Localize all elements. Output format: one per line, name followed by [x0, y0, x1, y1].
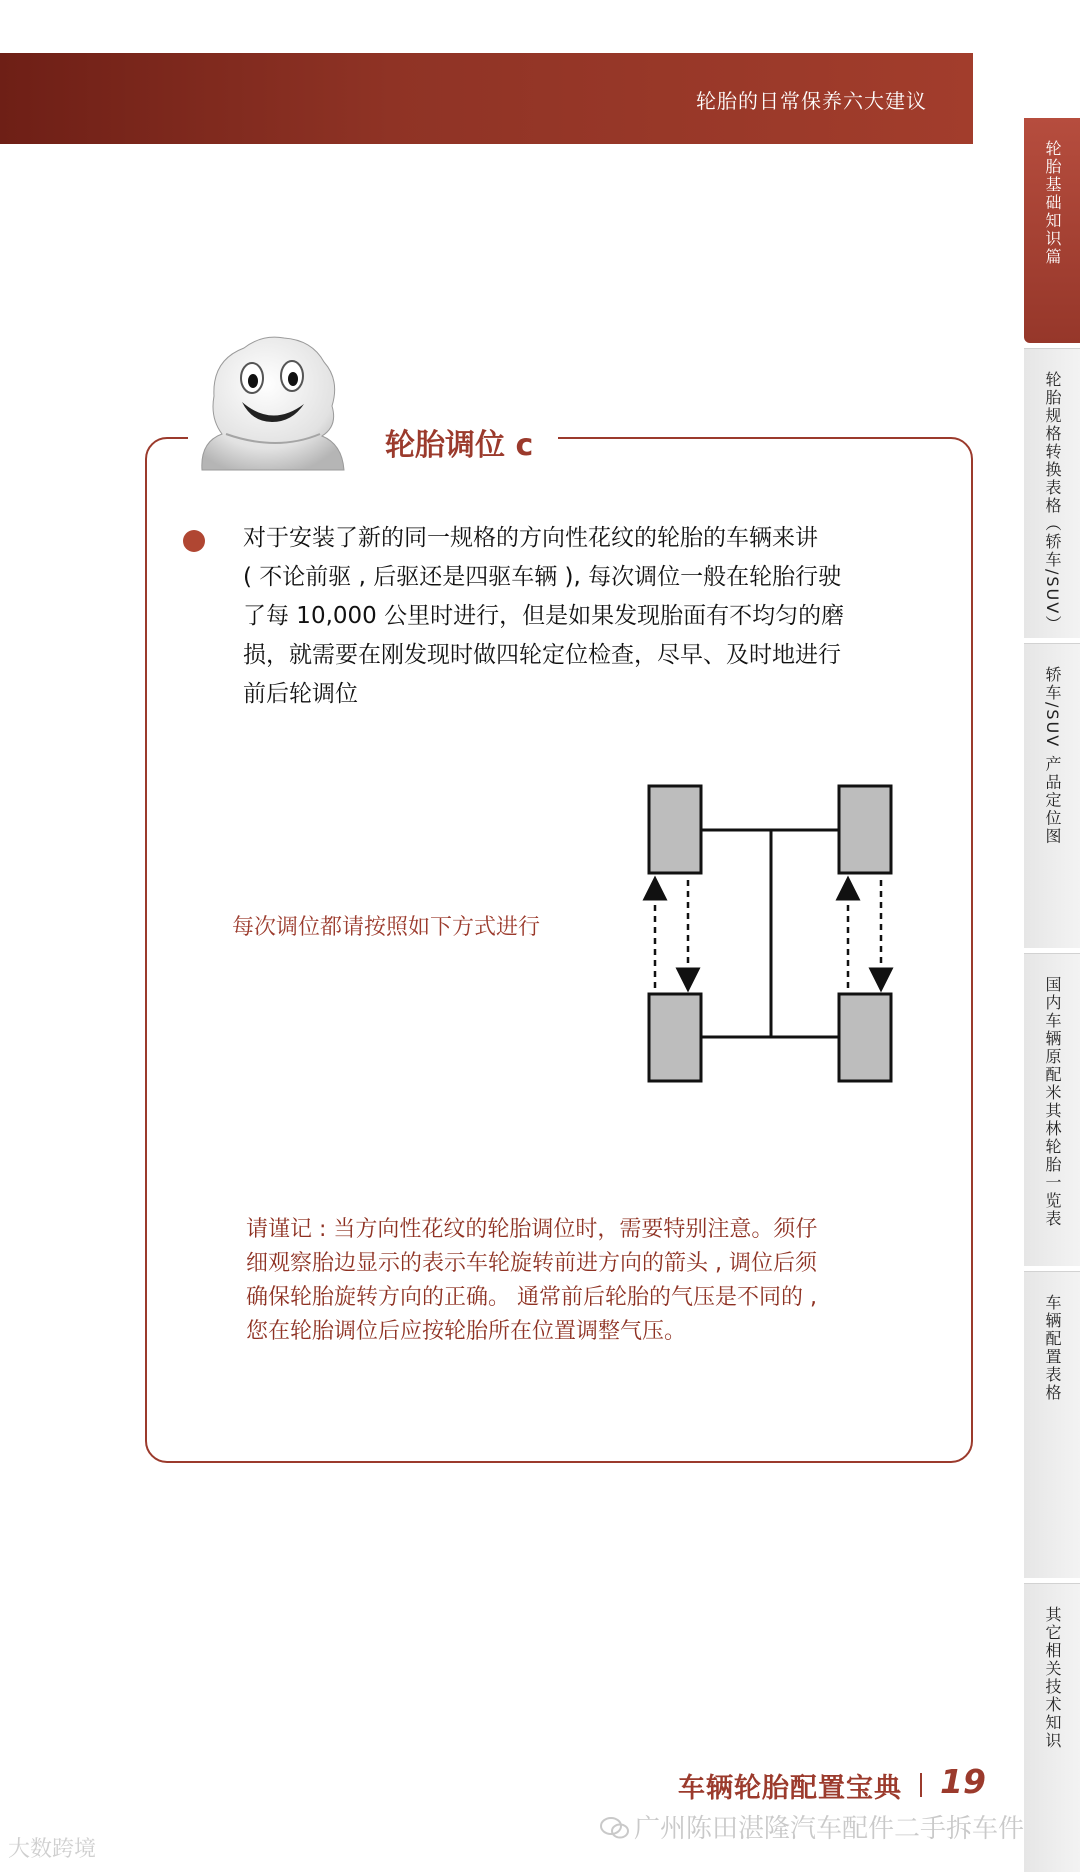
- tire-front-left: [649, 786, 701, 873]
- tab-tire-basics[interactable]: [1024, 118, 1080, 343]
- header-title: 轮胎的日常保养六大建议: [696, 89, 927, 113]
- wechat-icon: [600, 1816, 630, 1840]
- tab-label: 其它相关技术知识: [1043, 1606, 1062, 1750]
- tab-label: 车辆配置表格: [1043, 1294, 1062, 1402]
- rotation-diagram: [640, 780, 900, 1100]
- body-line: ( 不论前驱 , 后驱还是四驱车辆 ), 每次调位一般在轮胎行驶: [243, 564, 842, 590]
- footer-separator: [920, 1773, 922, 1797]
- note-line: 您在轮胎调位后应按轮胎所在位置调整气压。: [246, 1319, 687, 1344]
- tab-label: 轮胎基础知识篇: [1043, 140, 1062, 266]
- mascot-icon: [192, 330, 362, 475]
- tab-other-tech[interactable]: [1024, 1583, 1080, 1872]
- page-number: 19: [940, 1762, 986, 1801]
- tire-rear-right: [839, 994, 891, 1081]
- watermark-right: [600, 1808, 1024, 1845]
- body-line: 了每 10,000 公里时进行，但是如果发现胎面有不均匀的磨: [243, 603, 845, 629]
- tab-size-conversion[interactable]: [1024, 348, 1080, 638]
- body-line: 损，就需要在刚发现时做四轮定位检查，尽早、及时地进行: [243, 642, 841, 668]
- tab-label: 国内车辆原配米其林轮胎一览表: [1043, 976, 1062, 1228]
- tab-label: 轮胎规格转换表格（轿车/SUV）: [1043, 371, 1062, 634]
- bullet-icon: [183, 530, 205, 552]
- note-line: 细观察胎边显示的表示车轮旋转前进方向的箭头 , 调位后须: [246, 1251, 817, 1276]
- header-band: [0, 53, 973, 144]
- tab-vehicle-config[interactable]: [1024, 1271, 1080, 1578]
- tire-front-right: [839, 786, 891, 873]
- note-line: 确保轮胎旋转方向的正确。 通常前后轮胎的气压是不同的 ,: [246, 1285, 817, 1310]
- side-tab-bar: [1024, 0, 1080, 1872]
- section-title: 轮胎调位 c: [383, 420, 547, 464]
- footer-title: 车辆轮胎配置宝典: [678, 1773, 902, 1804]
- tab-product-positioning[interactable]: [1024, 643, 1080, 948]
- note-line: 请谨记 : 当方向性花纹的轮胎调位时，需要特别注意。须仔: [246, 1217, 818, 1242]
- reminder-note: [246, 1213, 936, 1349]
- rotation-instruction: 每次调位都请按照如下方式进行: [232, 915, 541, 940]
- body-line: 前后轮调位: [243, 681, 358, 707]
- tire-rear-left: [649, 994, 701, 1081]
- watermark-right-text: 广州陈田湛隆汽车配件二手拆车件: [634, 1814, 1025, 1844]
- body-paragraph: [243, 519, 933, 714]
- tab-label: 轿车/SUV 产品定位图: [1043, 666, 1062, 846]
- tab-oe-fitment-list[interactable]: [1024, 953, 1080, 1266]
- watermark-left: 大数跨境: [8, 1837, 97, 1862]
- body-line: 对于安装了新的同一规格的方向性花纹的轮胎的车辆来讲: [243, 525, 818, 551]
